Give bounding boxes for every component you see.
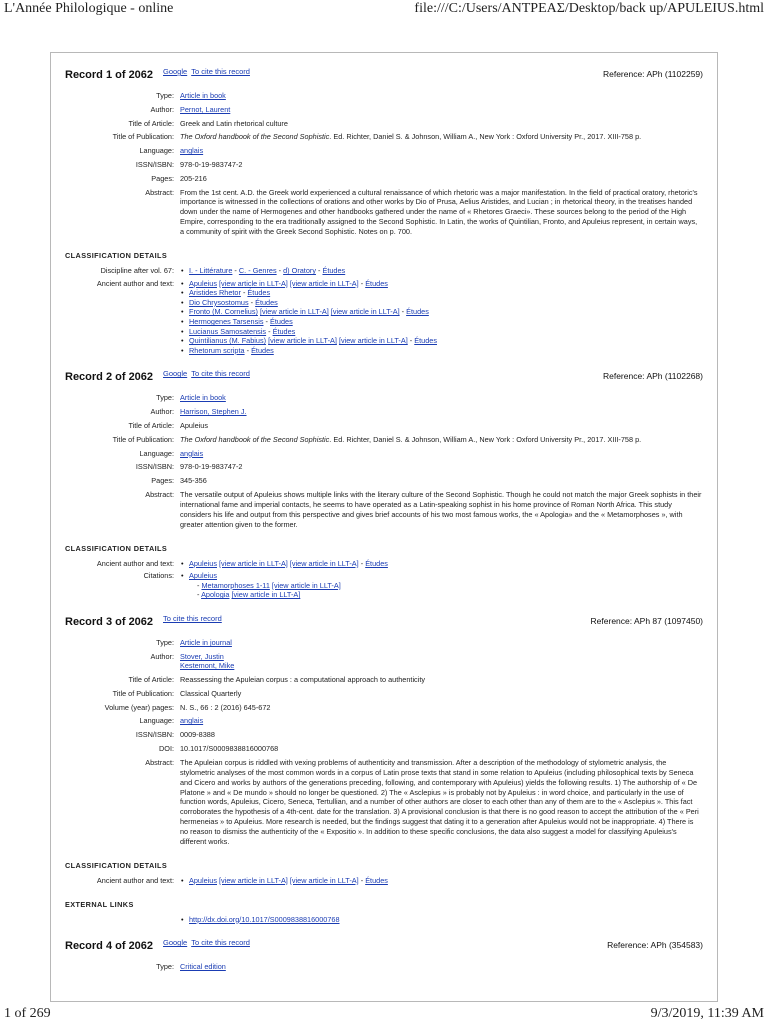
record-links <box>163 614 226 623</box>
list-item: • Quintilianus (M. Fabius) [view article in LLT-A] [view article in LLT-A] - Études <box>180 336 703 346</box>
cite-link[interactable]: To cite this record <box>191 369 250 379</box>
field-issn: ISSN/ISBN: 978-0-19-983747-2 <box>135 159 243 169</box>
author-link[interactable]: Pernot, Laurent <box>180 104 231 114</box>
field-language: Language: anglais <box>139 146 204 156</box>
record-header <box>65 369 703 393</box>
page-title: L'Année Philologique - online <box>4 1 174 16</box>
type-link[interactable]: Article in journal <box>180 638 232 648</box>
print-datetime: 9/3/2019, 11:39 AM <box>650 1006 764 1021</box>
record-4 <box>65 938 703 971</box>
record-links <box>163 67 254 76</box>
field-title-of-publication: Title of Publication: Classical Quarterly <box>112 688 242 698</box>
record-header <box>65 67 703 91</box>
field-author: Author: Harrison, Stephen J. <box>150 407 247 417</box>
author-link[interactable]: Stover, Justin <box>180 651 224 661</box>
results-panel <box>50 52 718 1002</box>
author-link[interactable]: Harrison, Stephen J. <box>180 407 247 417</box>
field-pages: Pages: 205-216 <box>151 173 207 183</box>
field-pages: Pages: 345-356 <box>151 476 207 486</box>
field-title-of-article: Title of Article: Apuleius <box>128 421 208 431</box>
record-reference: Reference: APh (1102268) <box>602 371 703 382</box>
google-link[interactable]: Google <box>163 938 188 948</box>
cite-link[interactable]: To cite this record <box>191 67 250 76</box>
citations-row: Citations: • Apuleius - Metamorphoses 1-11 [view article in LLT-A] - Apologia [view article in LLT-A] <box>65 571 703 600</box>
record-links <box>163 369 254 378</box>
record-header <box>65 938 703 962</box>
field-abstract: Abstract: The Apuleian corpus is riddled with vexing problems of authenticity and transmission. After a description of the methodology of stylometric analysis, the stylometric analyses of the most common words in a corpus of Latin prose texts that stand in some relation to Apuleius (including philosophical texts by Seneca and Cicero and works by authors of the generations preceding, following, and contemporary with Apuleius) yields the following results. 1) The authorship of « De Platone » and « De mundo » should no longer be questioned. 2) The « Asclepius » is probably not by Apuleius : in word choice, and particularly in the use of function words, Apuleius, Cicero, Seneca, Tertullian, and a number of other authors are closer to each other than any of them are to the « Asclepius ». This fact corroborates the hypothesis of a 4th-cent. date for the translation. 3) A provisional conclusion is that there is no good reason to accept the attribution of the « Peri hermeneias » to Apuleius. More research is needed, but the findings suggest that dating it to a generation after Apuleius would not be inappropriate. 4) There is no reason to dismiss the authenticity of the « Expositio ». In addition to these specific conclusions, the data also suggest a model for classifying Apuleius's different works. <box>145 757 699 847</box>
ancient-author-row: Ancient author and text: • Apuleius [view article in LLT-A] [view article in LLT-A] - Études • Aristides Rhetor - Études • Dio Chrysostomus - Études • Fronto (M. Cornelius) [view article in LLT-A] [view article in LLT-A] - Études • Hermogenes Tarsensis - Études • Lucianus Samosatensis - Études • Quintilianus (M. Fabius) [view article in LLT-A] [view article in LLT-A] - Études • Rhetorum scripta - Études <box>65 279 703 356</box>
list-item: • Hermogenes Tarsensis - Études <box>180 317 703 327</box>
record-2 <box>65 369 703 600</box>
field-language: Language: anglais <box>139 448 204 458</box>
classification-heading: CLASSIFICATION DETAILS <box>65 860 168 870</box>
field-title-of-publication: Title of Publication: The Oxford handbook of the Second Sophistic. Ed. Richter, Daniel S. & Johnson, William A., New York : Oxford University Pr., 2017. XIII-758 p. <box>112 434 642 444</box>
citation-sub: - Metamorphoses 1-11 [view article in LLT-A] <box>197 580 341 590</box>
record-title: Record 2 of 2062 <box>65 371 154 384</box>
discipline-row: Discipline after vol. 67: • I. - Littérature - C. - Genres - d) Oratory - Études <box>65 266 703 276</box>
author-link[interactable]: Kestemont, Mike <box>180 661 235 671</box>
field-abstract: Abstract: From the 1st cent. A.D. the Greek world experienced a cultural renaissance of which rhetoric was a major manifestation. In the field of practical oratory, rhetoric's importance is witnessed in the collections of orations and other works by Dio of Prusa, Aelius Aristides, and Lucian ; in rhetorical theory, in the treatises handed down under the name of Hermogenes and other handbooks gathered under the name of « Rhetores Graeci». These sources belong to the period of the High Empire, corresponding to the era traditionally assigned to the Second Sophistic. In Latin, the works of Quintilian, Fronto, and Apuleius represent, in certain ways, a community of spirit with the Greek Second Sophistic. Notes on p. 700. <box>145 187 698 237</box>
doi-link[interactable]: http://dx.doi.org/10.1017/S0009838816000768 <box>189 914 340 924</box>
ancient-author-row: Ancient author and text: • Apuleius [view article in LLT-A] [view article in LLT-A] - Études <box>65 876 703 886</box>
external-links-heading: EXTERNAL LINKS <box>65 899 134 909</box>
field-title-of-publication: Title of Publication: The Oxford handbook of the Second Sophistic. Ed. Richter, Daniel S. & Johnson, William A., New York : Oxford University Pr., 2017. XIII-758 p. <box>112 132 642 142</box>
record-links <box>163 938 254 947</box>
language-link[interactable]: anglais <box>180 146 204 156</box>
field-abstract: Abstract: The versatile output of Apuleius shows multiple links with the literary culture of the Second Sophistic. Though he could not match the major Greek sophists in their international fame and imperial contacts, he seems to have operated as a Latin-speaking sophist in his home province of Roman North Africa. This study considers his life and output from this perspective and gives brief accounts of his two most famous works, the « Apologia» and the « Metamorphoses », with greater attention given to the former. <box>145 490 702 529</box>
cite-link[interactable]: To cite this record <box>163 614 222 624</box>
list-item: • Apuleius [view article in LLT-A] [view article in LLT-A] - Études <box>180 876 703 886</box>
list-item: • Apuleius [view article in LLT-A] [view article in LLT-A] - Études <box>180 559 703 569</box>
field-title-of-article: Title of Article: Reassessing the Apuleian corpus : a computational approach to authenticity <box>128 675 426 685</box>
list-item: • Aristides Rhetor - Études <box>180 288 703 298</box>
print-header <box>0 0 768 22</box>
language-link[interactable]: anglais <box>180 448 204 458</box>
citation-sub: - Apologia [view article in LLT-A] <box>197 590 301 600</box>
field-issn: ISSN/ISBN: 978-0-19-983747-2 <box>135 462 243 472</box>
field-author: Author: Stover, Justin Kestemont, Mike <box>65 652 703 671</box>
record-reference: Reference: APh (1102259) <box>602 69 703 79</box>
field-type: Type: Article in book <box>156 393 226 403</box>
field-type: Type: Article in journal <box>156 638 232 648</box>
list-item: • Dio Chrysostomus - Études <box>180 298 703 308</box>
field-title-of-article: Title of Article: Greek and Latin rhetorical culture <box>128 118 288 128</box>
field-language: Language: anglais <box>139 716 204 726</box>
field-author: Author: Pernot, Laurent <box>150 104 231 114</box>
field-issn: ISSN/ISBN: 0009-8388 <box>135 730 215 740</box>
list-item <box>180 915 703 925</box>
record-reference: Reference: APh 87 (1097450) <box>590 616 703 627</box>
classification-heading: CLASSIFICATION DETAILS <box>65 251 168 261</box>
ancient-author-row: Ancient author and text: • Apuleius [view article in LLT-A] [view article in LLT-A] - Études <box>65 559 703 569</box>
field-volume: Volume (year) pages: N. S., 66 : 2 (2016) 645-672 <box>104 702 271 712</box>
field-doi: DOI: 10.1017/S0009838816000768 <box>159 744 279 754</box>
type-link[interactable]: Article in book <box>180 393 226 403</box>
record-reference: Reference: APh (354583) <box>607 940 703 951</box>
google-link[interactable]: Google <box>163 67 188 76</box>
discipline-item: • I. - Littérature - C. - Genres - d) Oratory - Études <box>180 266 703 276</box>
record-title: Record 4 of 2062 <box>65 940 154 953</box>
language-link[interactable]: anglais <box>180 716 204 726</box>
record-title: Record 3 of 2062 <box>65 616 154 629</box>
list-item: • Apuleius [view article in LLT-A] [view article in LLT-A] - Études <box>180 279 703 289</box>
record-title: Record 1 of 2062 <box>65 69 154 81</box>
classification-heading: CLASSIFICATION DETAILS <box>65 543 168 553</box>
field-type: Type: Article in book <box>156 91 226 100</box>
print-footer <box>0 1002 768 1024</box>
page-number: 1 of 269 <box>4 1006 51 1021</box>
google-link[interactable]: Google <box>163 369 188 379</box>
type-link[interactable]: Article in book <box>180 91 226 100</box>
list-item: • Lucianus Samosatensis - Études <box>180 327 703 337</box>
external-links-row <box>65 915 703 925</box>
record-1 <box>65 67 703 355</box>
cite-link[interactable]: To cite this record <box>191 938 250 948</box>
field-type: Type: Critical edition <box>156 962 226 972</box>
file-path: file:///C:/Users/ΑΝΤΡΕΑΣ/Desktop/back up/APULEIUS.html <box>414 1 764 16</box>
record-3 <box>65 614 703 924</box>
list-item: • Rhetorum scripta - Études <box>180 346 703 356</box>
list-item: • Fronto (M. Cornelius) [view article in LLT-A] [view article in LLT-A] - Études <box>180 307 703 317</box>
record-header <box>65 614 703 638</box>
type-link[interactable]: Critical edition <box>180 962 226 972</box>
list-item: • Apuleius - Metamorphoses 1-11 [view article in LLT-A] - Apologia [view article in LLT-A] <box>180 571 703 600</box>
